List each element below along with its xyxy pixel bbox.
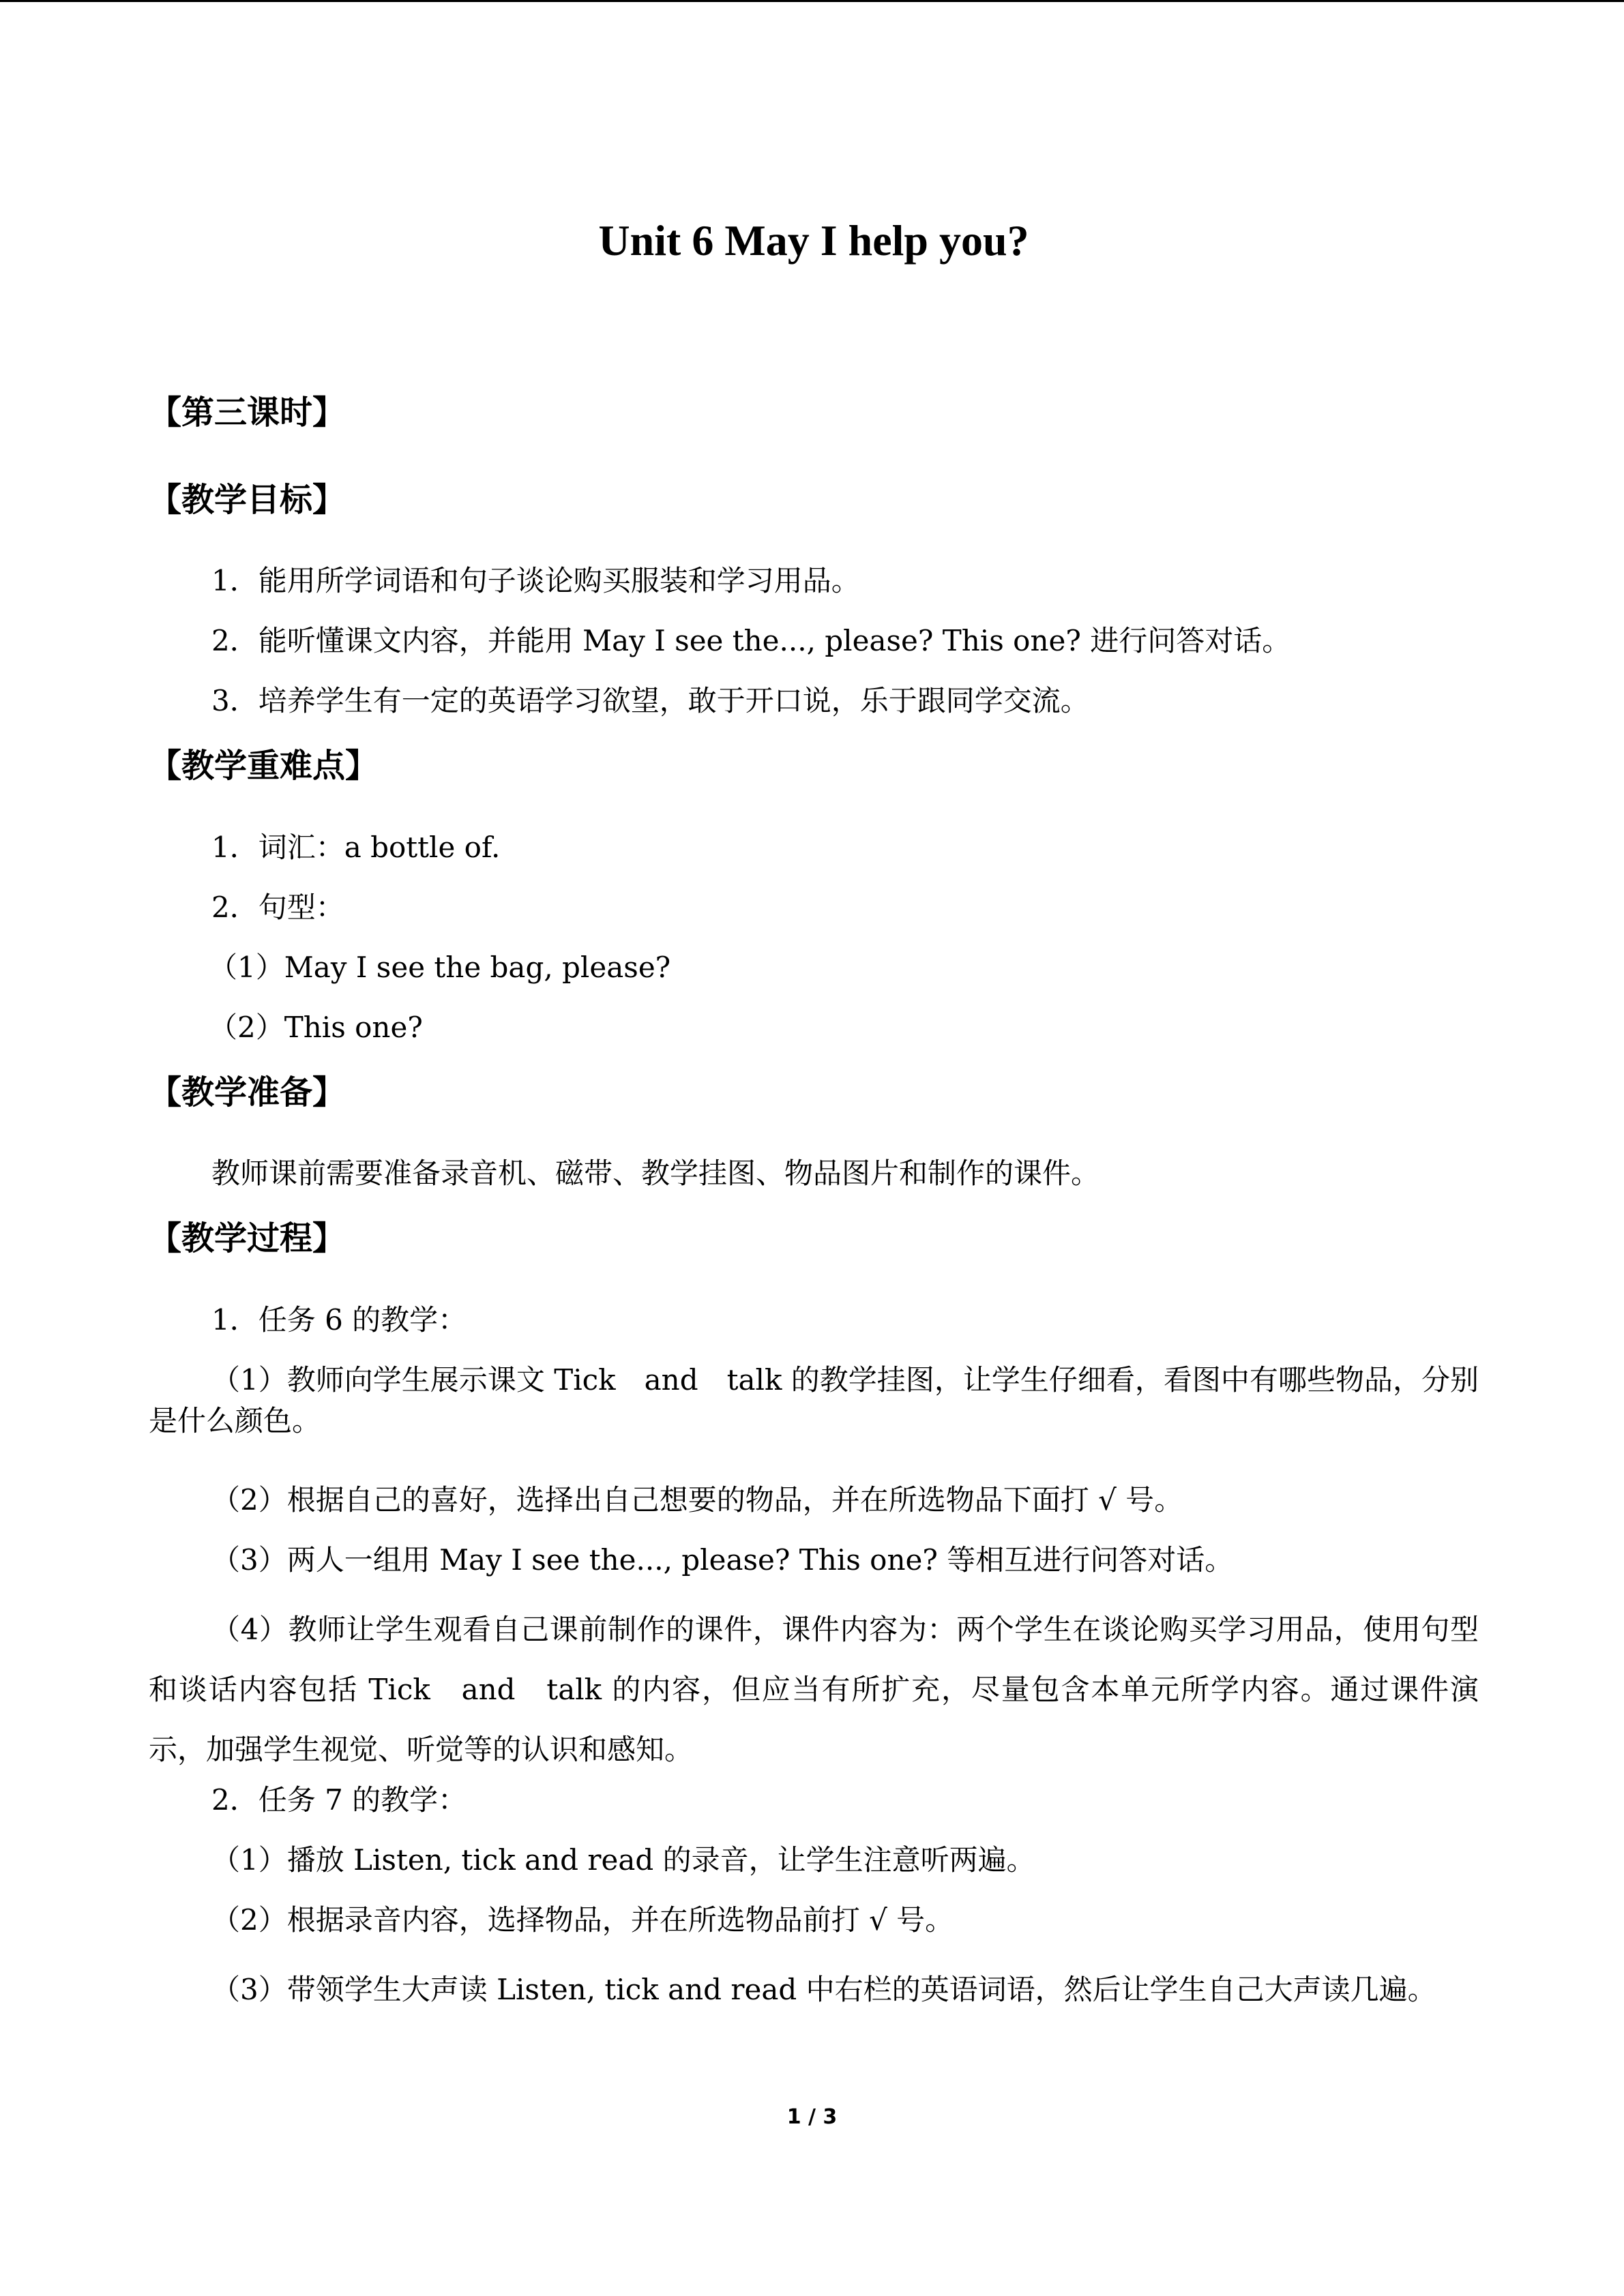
task7-step2: （2）根据录音内容，选择物品，并在所选物品前打 √ 号。 xyxy=(211,1903,954,1937)
preparation-text: 教师课前需要准备录音机、磁带、教学挂图、物品图片和制作的课件。 xyxy=(211,1157,1100,1190)
key-point-item-3: （1）May I see the bag, please? xyxy=(209,951,671,984)
task6-step3: （3）两人一组用 May I see the..., please? This one? 等相互进行问答对话。 xyxy=(211,1543,1234,1577)
preparation-heading: 【教学准备】 xyxy=(149,1073,346,1112)
goal-item-1: 1．能用所学词语和句子谈论购买服装和学习用品。 xyxy=(211,564,860,597)
task7-title: 2．任务 7 的教学： xyxy=(211,1783,467,1817)
task6-step4: （4）教师让学生观看自己课前制作的课件，课件内容为：两个学生在谈论购买学习用品，使用句型和谈话内容包括 Tick and talk 的内容，但应当有所扩充，尽量包含本单元所学内容。通过课件演示，加强学生视觉、听觉等的认识和感知。 xyxy=(149,1613,1479,1766)
task7-step1: （1）播放 Listen, tick and read 的录音，让学生注意听两遍。 xyxy=(211,1843,1035,1877)
task6-title: 1．任务 6 的教学： xyxy=(211,1303,467,1337)
key-point-item-4: （2）This one? xyxy=(209,1011,423,1044)
key-point-item-1: 1．词汇：a bottle of. xyxy=(211,831,501,864)
lesson-heading: 【第三课时】 xyxy=(149,393,346,432)
document-title: Unit 6 May I help you? xyxy=(598,216,1029,265)
page-number: 1 / 3 xyxy=(786,2105,838,2129)
task6-step2: （2）根据自己的喜好，选择出自己想要的物品，并在所选物品下面打 √ 号。 xyxy=(211,1483,1183,1517)
key-points-heading: 【教学重难点】 xyxy=(149,747,379,785)
goals-heading: 【教学目标】 xyxy=(149,481,346,519)
key-point-item-2: 2．句型： xyxy=(211,891,344,924)
task6-step1: （1）教师向学生展示课文 Tick and talk 的教学挂图，让学生仔细看，看图中有哪些物品，分别是什么颜色。 xyxy=(149,1363,1479,1437)
goal-item-3: 3．培养学生有一定的英语学习欲望，敢于开口说，乐于跟同学交流。 xyxy=(211,684,1089,717)
top-border xyxy=(0,0,1624,2)
task7-step3: （3）带领学生大声读 Listen, tick and read 中右栏的英语词语，然后让学生自己大声读几遍。 xyxy=(211,1973,1436,2006)
goal-item-2: 2．能听懂课文内容，并能用 May I see the..., please? This one? 进行问答对话。 xyxy=(211,624,1291,657)
process-heading: 【教学过程】 xyxy=(149,1219,346,1257)
